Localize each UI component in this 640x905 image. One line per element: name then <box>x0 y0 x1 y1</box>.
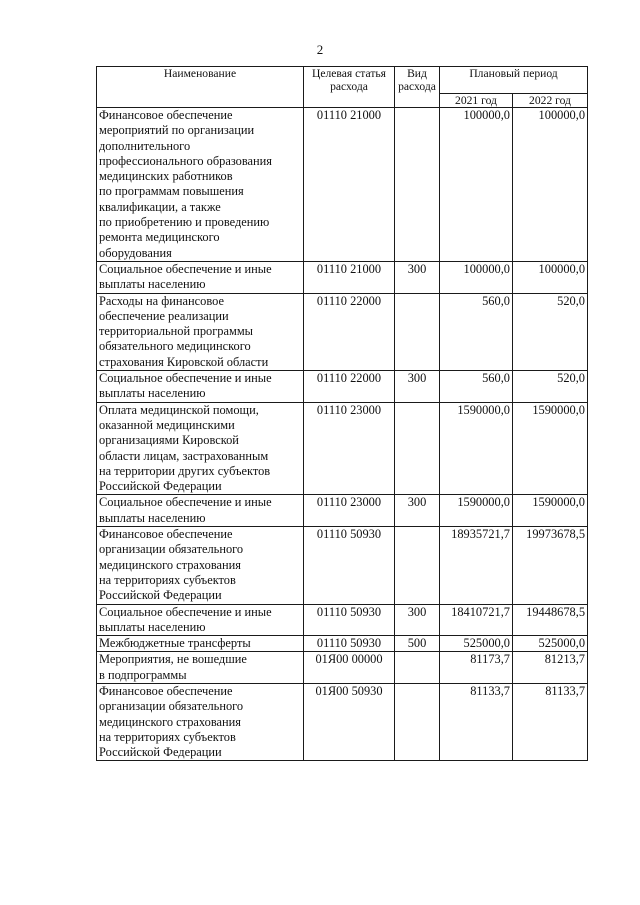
row-amount-2022: 81133,7 <box>513 683 588 760</box>
row-amount-2021: 1590000,0 <box>440 495 513 527</box>
table-row <box>97 402 588 495</box>
row-target-code: 01110 23000 <box>304 402 395 495</box>
row-expense-type <box>395 527 440 604</box>
table-row <box>97 683 588 760</box>
row-expense-type: 300 <box>395 604 440 636</box>
row-amount-2021: 1590000,0 <box>440 402 513 495</box>
row-target-code: 01110 21000 <box>304 108 395 262</box>
row-amount-2022: 100000,0 <box>513 261 588 293</box>
row-amount-2022: 81213,7 <box>513 652 588 684</box>
row-name: Межбюджетные трансферты <box>97 636 304 652</box>
table-row <box>97 636 588 652</box>
row-expense-type <box>395 108 440 262</box>
row-amount-2022: 520,0 <box>513 293 588 370</box>
table-body <box>97 108 588 761</box>
row-amount-2022: 1590000,0 <box>513 402 588 495</box>
row-target-code: 01Я00 50930 <box>304 683 395 760</box>
row-name: Социальное обеспечение и иные выплаты населению <box>97 604 304 636</box>
row-target-code: 01110 50930 <box>304 604 395 636</box>
row-name: Оплата медицинской помощи, оказанной медицинскими организациями Кировской области лицам, застрахованным на территории других субъектов Российской Федерации <box>97 402 304 495</box>
row-expense-type <box>395 683 440 760</box>
row-amount-2022: 1590000,0 <box>513 495 588 527</box>
header-name: Наименование <box>97 67 304 108</box>
row-expense-type: 500 <box>395 636 440 652</box>
row-name: Социальное обеспечение и иные выплаты населению <box>97 495 304 527</box>
row-expense-type <box>395 652 440 684</box>
row-amount-2021: 81173,7 <box>440 652 513 684</box>
table-row <box>97 604 588 636</box>
row-amount-2022: 520,0 <box>513 371 588 403</box>
table-row <box>97 527 588 604</box>
table-row <box>97 293 588 370</box>
row-amount-2021: 560,0 <box>440 371 513 403</box>
header-period: Плановый период <box>440 67 588 94</box>
row-amount-2021: 100000,0 <box>440 108 513 262</box>
row-amount-2021: 81133,7 <box>440 683 513 760</box>
row-target-code: 01110 22000 <box>304 371 395 403</box>
row-target-code: 01110 22000 <box>304 293 395 370</box>
row-expense-type: 300 <box>395 371 440 403</box>
row-name: Финансовое обеспечение организации обязательного медицинского страхования на территориях субъектов Российской Федерации <box>97 527 304 604</box>
row-amount-2021: 18410721,7 <box>440 604 513 636</box>
page-number: 2 <box>316 42 324 57</box>
row-target-code: 01110 50930 <box>304 527 395 604</box>
row-target-code: 01110 50930 <box>304 636 395 652</box>
header-year-2022: 2022 год <box>513 94 588 108</box>
header-year-2021: 2021 год <box>440 94 513 108</box>
table-row <box>97 652 588 684</box>
row-amount-2022: 19448678,5 <box>513 604 588 636</box>
budget-table <box>96 66 588 761</box>
header-target: Целевая статья расхода <box>304 67 395 108</box>
row-expense-type <box>395 402 440 495</box>
row-amount-2021: 18935721,7 <box>440 527 513 604</box>
row-name: Мероприятия, не вошедшие в подпрограммы <box>97 652 304 684</box>
row-name: Социальное обеспечение и иные выплаты населению <box>97 261 304 293</box>
header-type: Вид расхода <box>395 67 440 108</box>
row-amount-2022: 19973678,5 <box>513 527 588 604</box>
row-expense-type: 300 <box>395 495 440 527</box>
row-target-code: 01110 21000 <box>304 261 395 293</box>
row-target-code: 01Я00 00000 <box>304 652 395 684</box>
table-row <box>97 495 588 527</box>
row-name: Социальное обеспечение и иные выплаты населению <box>97 371 304 403</box>
row-amount-2022: 100000,0 <box>513 108 588 262</box>
row-name: Финансовое обеспечение мероприятий по организации дополнительного профессионального образования медицинских работников по программам повышения квалификации, а также по приобретению и проведению ремонта медицинского оборудования <box>97 108 304 262</box>
row-name: Расходы на финансовое обеспечение реализации территориальной программы обязательного медицинского страхования Кировской области <box>97 293 304 370</box>
table-row <box>97 108 588 262</box>
row-expense-type <box>395 293 440 370</box>
row-expense-type: 300 <box>395 261 440 293</box>
row-name: Финансовое обеспечение организации обязательного медицинского страхования на территориях субъектов Российской Федерации <box>97 683 304 760</box>
table-row <box>97 371 588 403</box>
row-amount-2021: 100000,0 <box>440 261 513 293</box>
row-amount-2021: 525000,0 <box>440 636 513 652</box>
table-row <box>97 261 588 293</box>
row-target-code: 01110 23000 <box>304 495 395 527</box>
row-amount-2021: 560,0 <box>440 293 513 370</box>
row-amount-2022: 525000,0 <box>513 636 588 652</box>
